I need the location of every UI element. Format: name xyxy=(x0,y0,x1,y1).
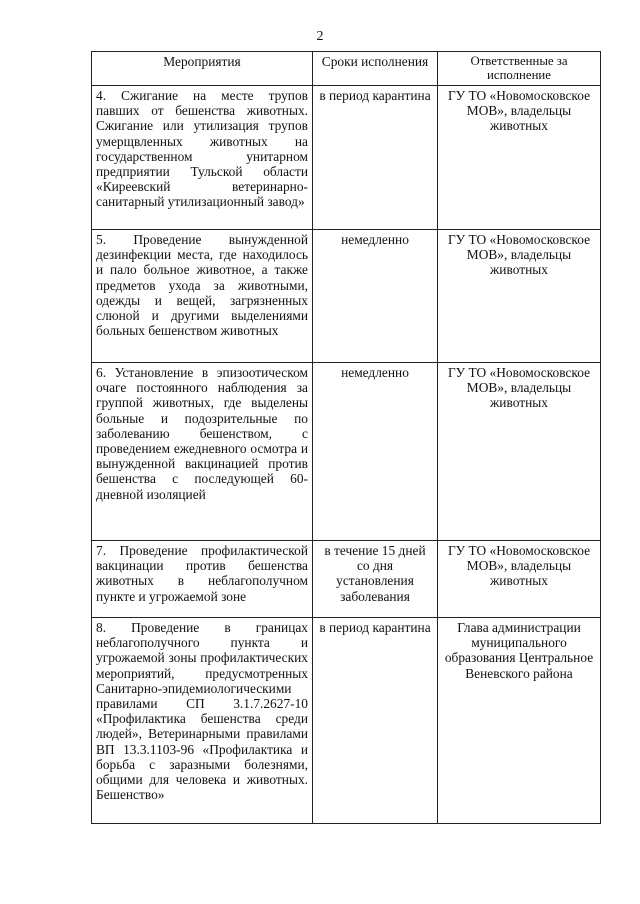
measure-cell: 8. Проведение в границах неблагополучного пункта и угрожаемой зоны профилактических мероприятий, предусмотренных Санитарно-эпидемиологическими правилами СП 3.1.7.2627-10 «Профилактика бешенства среди людей», Ветеринарными правилами ВП 13.3.1103-96 «Профилактика и борьба с заразными болезнями, общими для человека и животных. Бешенство» xyxy=(92,618,313,824)
header-responsible: Ответственные за исполнение xyxy=(438,52,601,86)
table-row xyxy=(92,541,601,618)
measure-cell: 7. Проведение профилактической вакцинации против бешенства животных в неблагополучном пункте и угрожаемой зоне xyxy=(92,541,313,618)
responsible-cell: ГУ ТО «Новомосковское МОВ», владельцы животных xyxy=(438,86,601,230)
responsible-cell: Глава администрации муниципального образования Центральное Веневского района xyxy=(438,618,601,824)
table-row xyxy=(92,86,601,230)
table-row xyxy=(92,618,601,824)
term-cell: в период карантина xyxy=(313,618,438,824)
responsible-cell: ГУ ТО «Новомосковское МОВ», владельцы животных xyxy=(438,541,601,618)
responsible-cell: ГУ ТО «Новомосковское МОВ», владельцы животных xyxy=(438,230,601,363)
table-row xyxy=(92,230,601,363)
header-terms: Сроки исполнения xyxy=(313,52,438,86)
term-cell: в течение 15 дней со дня установления заболевания xyxy=(313,541,438,618)
measure-cell: 5. Проведение вынужденной дезинфекции места, где находилось и пало больное животное, а также предметов ухода за животными, одежды и вещей, загрязненных слюной и другими выделениями больных бешенством животных xyxy=(92,230,313,363)
header-measures: Мероприятия xyxy=(92,52,313,86)
term-cell: немедленно xyxy=(313,363,438,541)
term-cell: в период карантина xyxy=(313,86,438,230)
measure-cell: 6. Установление в эпизоотическом очаге постоянного наблюдения за группой животных, где выделены больные и подозрительные по заболеванию бешенством, с проведением ежедневного осмотра и вынужденной вакцинацией против бешенства с последующей 60-дневной изоляцией xyxy=(92,363,313,541)
page-number: 2 xyxy=(316,29,324,44)
responsible-cell: ГУ ТО «Новомосковское МОВ», владельцы животных xyxy=(438,363,601,541)
table-header-row xyxy=(92,52,601,86)
measures-table xyxy=(91,51,601,824)
term-cell: немедленно xyxy=(313,230,438,363)
table-row xyxy=(92,363,601,541)
measure-cell: 4. Сжигание на месте трупов павших от бешенства животных. Сжигание или утилизация трупов умерщвленных животных на государственном унитарном предприятии Тульской области «Киреевский ветеринарно-санитарный утилизационный завод» xyxy=(92,86,313,230)
